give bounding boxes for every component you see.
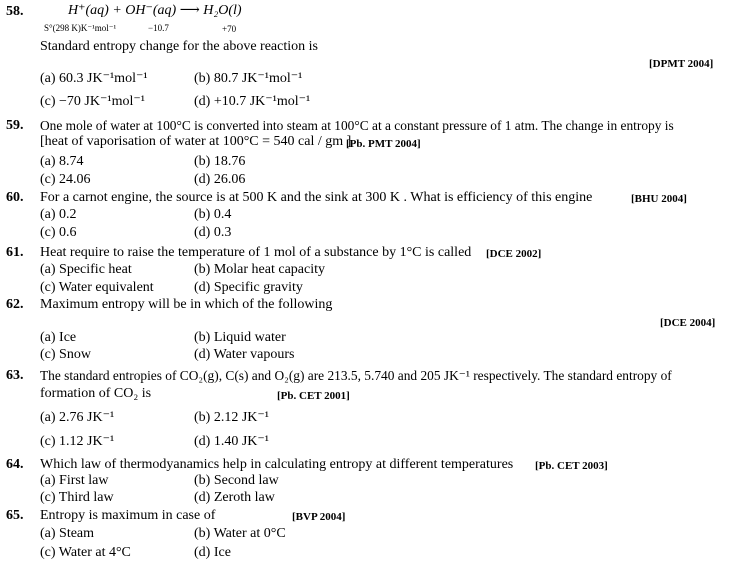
exam-source: [BVP 2004]: [292, 511, 346, 523]
question-number: 62.: [6, 297, 24, 312]
option-a[interactable]: (a) 60.3 JK⁻¹mol⁻¹: [40, 71, 148, 86]
reaction-equation: H⁺(aq) + OH⁻(aq) ⟶ H₂O(l): [68, 3, 242, 18]
option-c[interactable]: (c) 1.12 JK⁻¹: [40, 434, 115, 449]
exam-source: [DCE 2004]: [660, 317, 716, 329]
option-a[interactable]: (a) 0.2: [40, 207, 77, 222]
option-a[interactable]: (a) Specific heat: [40, 262, 132, 277]
option-a[interactable]: (a) 2.76 JK⁻¹: [40, 410, 115, 425]
exam-source: [DCE 2002]: [486, 248, 542, 260]
option-d[interactable]: (d) 1.40 JK⁻¹: [194, 434, 269, 449]
option-b[interactable]: (b) Molar heat capacity: [194, 262, 325, 277]
question-text: Maximum entropy will be in which of the following: [40, 297, 333, 312]
option-c[interactable]: (c) 24.06: [40, 172, 91, 187]
question-text: Which law of thermodyanamics help in calculating entropy at different temperatures: [40, 457, 514, 472]
exam-source: [Pb. CET 2003]: [535, 460, 608, 472]
option-d[interactable]: (d) 0.3: [194, 225, 232, 240]
option-b[interactable]: (b) Water at 0°C: [194, 526, 286, 541]
option-b[interactable]: (b) 2.12 JK⁻¹: [194, 410, 269, 425]
question-number: 61.: [6, 245, 24, 260]
option-c[interactable]: (c) −70 JK⁻¹mol⁻¹: [40, 94, 145, 109]
exam-source: [Pb. PMT 2004]: [346, 138, 421, 150]
question-text: One mole of water at 100°C is converted into steam at 100°C at a constant pressure of 1 atm. The change in entropy is: [40, 118, 674, 133]
option-a[interactable]: (a) Steam: [40, 526, 95, 541]
option-c[interactable]: (c) Third law: [40, 490, 114, 505]
option-d[interactable]: (d) Water vapours: [194, 347, 295, 362]
option-b[interactable]: (b) Second law: [194, 473, 279, 488]
question-text: Entropy is maximum in case of: [40, 508, 216, 523]
option-d[interactable]: (d) Zeroth law: [194, 490, 275, 505]
entropy-value-water: +70: [222, 24, 237, 34]
question-text: Standard entropy change for the above reaction is: [40, 39, 318, 54]
exam-source: [BHU 2004]: [631, 193, 687, 205]
entropy-value-oh: −10.7: [148, 23, 169, 33]
option-c[interactable]: (c) Snow: [40, 347, 91, 362]
option-b[interactable]: (b) 0.4: [194, 207, 232, 222]
entropy-row-label: S°(298 K)K⁻¹mol⁻¹: [44, 23, 117, 33]
option-b[interactable]: (b) Liquid water: [194, 330, 286, 345]
question-number: 60.: [6, 190, 24, 205]
option-b[interactable]: (b) 80.7 JK⁻¹mol⁻¹: [194, 71, 303, 86]
question-text: The standard entropies of CO₂(g), C(s) and O₂(g) are 213.5, 5.740 and 205 JK⁻¹ respectively. The standard entropy of: [40, 368, 672, 383]
question-text-line2: formation of CO₂ is: [40, 386, 152, 401]
option-d[interactable]: (d) +10.7 JK⁻¹mol⁻¹: [194, 94, 311, 109]
option-a[interactable]: (a) Ice: [40, 330, 77, 345]
option-a[interactable]: (a) First law: [40, 473, 109, 488]
exam-source: [DPMT 2004]: [649, 58, 714, 70]
question-number: 58.: [6, 4, 24, 19]
question-number: 65.: [6, 508, 24, 523]
option-c[interactable]: (c) Water at 4°C: [40, 545, 131, 560]
option-b[interactable]: (b) 18.76: [194, 154, 246, 169]
option-c[interactable]: (c) 0.6: [40, 225, 77, 240]
question-number: 63.: [6, 368, 24, 383]
question-text-line2: [heat of vaporisation of water at 100°C = 540 cal / gm ]: [40, 134, 352, 149]
question-text: For a carnot engine, the source is at 500 K and the sink at 300 K . What is efficiency of this engine: [40, 190, 593, 205]
option-c[interactable]: (c) Water equivalent: [40, 280, 154, 295]
option-d[interactable]: (d) 26.06: [194, 172, 246, 187]
option-a[interactable]: (a) 8.74: [40, 154, 84, 169]
question-number: 64.: [6, 457, 24, 472]
option-d[interactable]: (d) Specific gravity: [194, 280, 303, 295]
question-text: Heat require to raise the temperature of 1 mol of a substance by 1°C is called: [40, 245, 472, 260]
option-d[interactable]: (d) Ice: [194, 545, 231, 560]
exam-source: [Pb. CET 2001]: [277, 390, 350, 402]
question-number: 59.: [6, 118, 24, 133]
